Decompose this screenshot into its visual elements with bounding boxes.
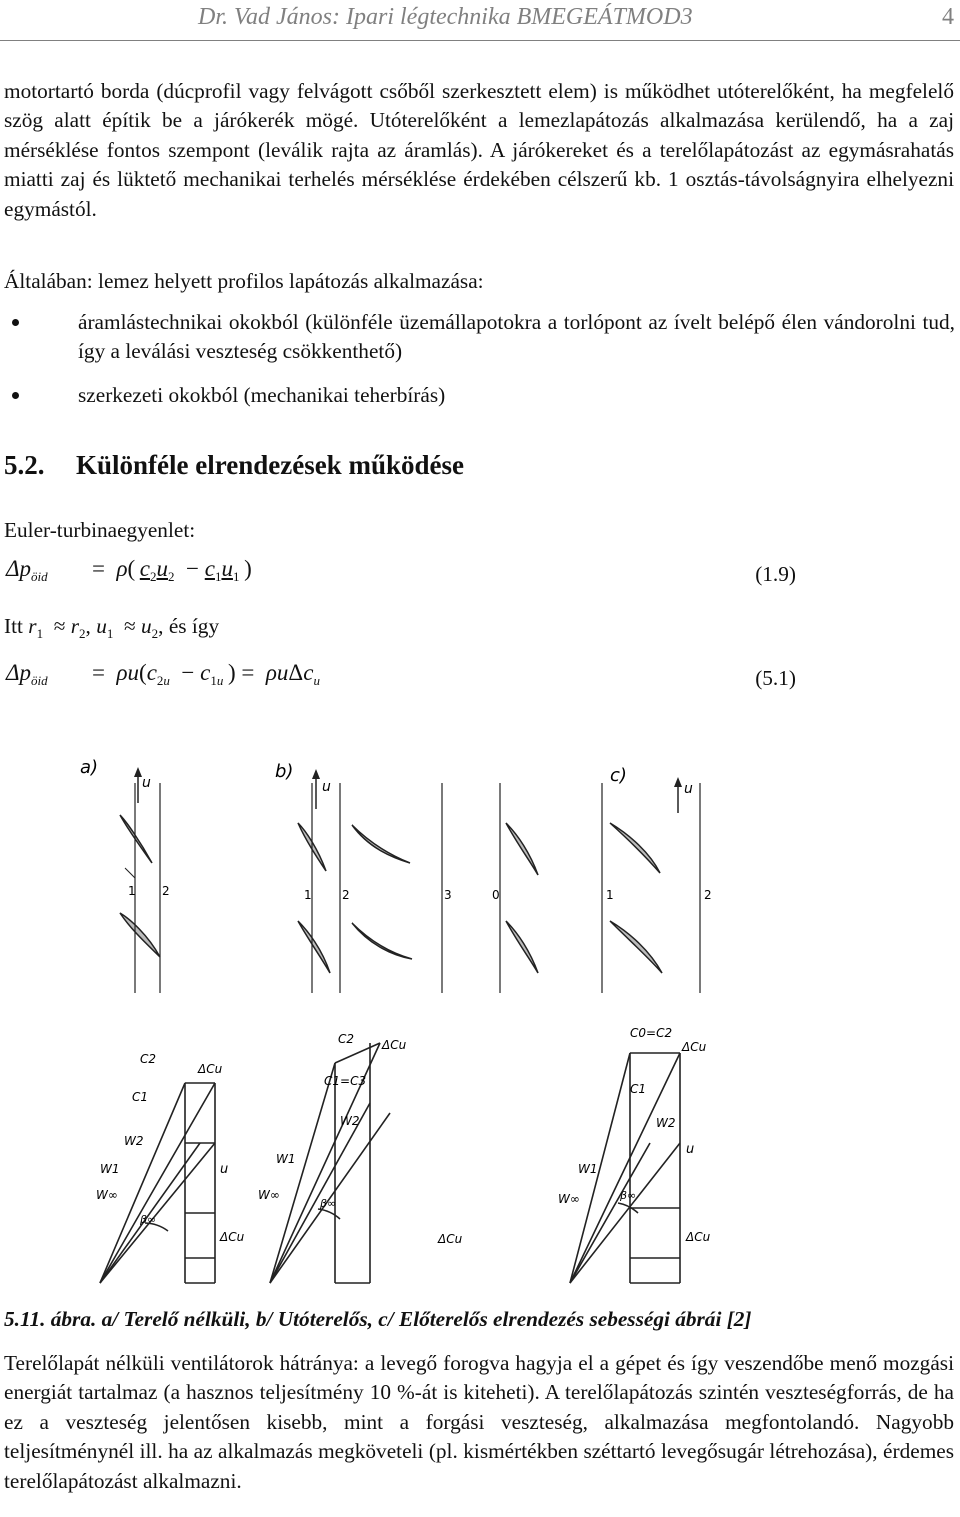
vector-label: C2 [338,1032,355,1046]
section-number: 5.2. [4,450,45,480]
airfoil-blade [120,913,160,957]
section-heading [4,450,464,481]
vector-label: β∞ [320,1197,337,1210]
vector-label: ΔCu [682,1040,707,1054]
general-line: Általában: lemez helyett profilos lapátozás alkalmazása: [4,269,484,293]
vector-label: W1 [276,1152,296,1166]
equation-lhs: $\Delta p_{öid}$ [6,660,48,688]
bullet-text: áramlástechnikai okokból (különféle üzemállapotokra a torlópont az ívelt belépő élen vándorolni tud, így a leválási veszteség csökkenthető) [78,310,955,364]
vector-label: u [686,1142,695,1157]
airfoil-blade [506,921,538,973]
axis-tick [125,868,135,878]
bullet-dot-icon [12,319,19,326]
vector-label: C1 [630,1082,647,1096]
vector-label: u [220,1162,229,1177]
airfoil-blade [352,825,410,863]
header-rule [0,40,960,41]
vector-label: ΔCu [382,1038,407,1052]
station-label: 1 [128,884,136,898]
equation-1-9 [4,556,954,596]
station-label: 2 [342,888,350,902]
vector-label: W∞ [258,1188,280,1202]
vector-label: W∞ [558,1192,580,1206]
caption-text: a/ Terelő nélküli, b/ Utóterelős, c/ Előterelős elrendezés sebességi ábrái [2] [101,1307,752,1331]
airfoil-blade [506,823,538,875]
vector-label: C0=C2 [630,1026,673,1040]
equation-number: (1.9) [755,562,796,586]
u-label: u [322,779,331,795]
closing-paragraph: Terelőlapát nélküli ventilátorok hátránya: a levegő forogva hagyja el a gépet és így veszendőbe menő mozgási energiát tartalmaz (a hasznos teljesítmény 10 %-át is kiteheti). A terelőlapátozás szintén veszteségforrás, de ha ez a veszteség jelentősen kisebb, mint a forgási veszteség, alkalmazása megfontolandó. Nagyobb teljesítménynél ill. ha az alkalmazás megköveteli (pl. kismértékben széttartó levegősugár létrehozása), érdemes terelőlapátozást alkalmazni. [4,1351,954,1493]
station-label: 1 [606,888,614,902]
vector-label: W1 [578,1162,598,1176]
station-label: 0 [492,888,500,902]
station-label: 2 [704,888,712,902]
panel-label-b: b) [275,761,294,782]
panel-label-c: c) [610,765,627,786]
equation-lhs: $\Delta p_{öid}$ [6,556,48,584]
equation-rhs: = $\rho u(c_{2u} - c_{1u}$ ) = ρuΔc$_u$ [92,660,320,688]
vector-label: ΔCu [438,1232,463,1246]
figure-caption [4,1307,752,1332]
caption-lead: 5.11. ábra. [4,1307,97,1331]
page-number: 4 [942,4,954,30]
panel-a-blades [120,815,160,957]
velocity-triangle-a [100,1083,215,1283]
vector-label: β∞ [140,1213,157,1226]
airfoil-blade [298,921,330,973]
arrow-head-icon [134,767,142,777]
vector-label: C2 [140,1052,157,1066]
velocity-triangle-figure [80,753,810,1288]
bullet-text: szerkezeti okokból (mechanikai teherbírás) [78,383,446,407]
airfoil-blade [610,921,662,973]
panel-label-a: a) [80,757,99,778]
airfoil-blade [352,923,412,959]
intro-paragraph: motortartó borda (dúcprofil vagy felvágott csőből szerkesztett elem) is működhet utóterelőként, ha megfelelő szög alatt építik be a járókerék mögé. Utóterelőként a lemezlapátozás alkalmazása kerülendő, ha a zaj mérséklése fontos szempont (leválik rajta az áramlás). A járókereket és a terelőlapátozást az egymásrahatás miatti zaj és lüktető mechanikai terhelés mérséklése érdekében célszerű kb. 1 osztás-távolságnyira elhelyezni egymástól. [4,79,954,221]
panel-c-blades [506,823,662,973]
itt-prefix: Itt [4,614,23,638]
approximation-line: Itt $r_1 \approx r_2$, $u_1 \approx u_2$, és így [4,614,220,641]
equation-rhs: = ρ( $c_2u_2 - c_1u_1$ ) [92,556,252,584]
vector-label: W2 [124,1134,144,1148]
vector-label: W2 [656,1116,676,1130]
airfoil-blade [610,823,660,873]
u-label: u [142,775,151,791]
vector-label: W1 [100,1162,120,1176]
vector-label: ΔCu [220,1230,245,1244]
equation-subscript: öid [31,569,48,584]
station-label: 3 [444,888,452,902]
vector-label: ΔCu [686,1230,711,1244]
page-header [0,4,960,36]
arrow-head-icon [674,777,682,787]
station-label: 1 [304,888,312,902]
arrow-head-icon [312,769,320,779]
header-title: Dr. Vad János: Ipari légtechnika BMEGEÁTMOD3 [198,4,693,30]
euler-label: Euler-turbinaegyenlet: [4,518,196,542]
vector-label: ΔCu [198,1062,223,1076]
vector-label: W2 [340,1114,360,1128]
u-label: u [684,781,693,797]
section-title: Különféle elrendezések működése [76,450,464,480]
itt-suffix: , és így [158,614,220,638]
bullet-dot-icon [12,392,19,399]
vector-label: C1=C3 [324,1074,367,1088]
panel-b-blades [298,823,412,973]
vector-label: W∞ [96,1188,118,1202]
equation-number: (5.1) [755,666,796,690]
station-label: 2 [162,884,170,898]
airfoil-blade [120,815,152,863]
vector-label: C1 [132,1090,149,1104]
equation-5-1 [4,660,954,700]
vector-label: β∞ [620,1189,637,1202]
